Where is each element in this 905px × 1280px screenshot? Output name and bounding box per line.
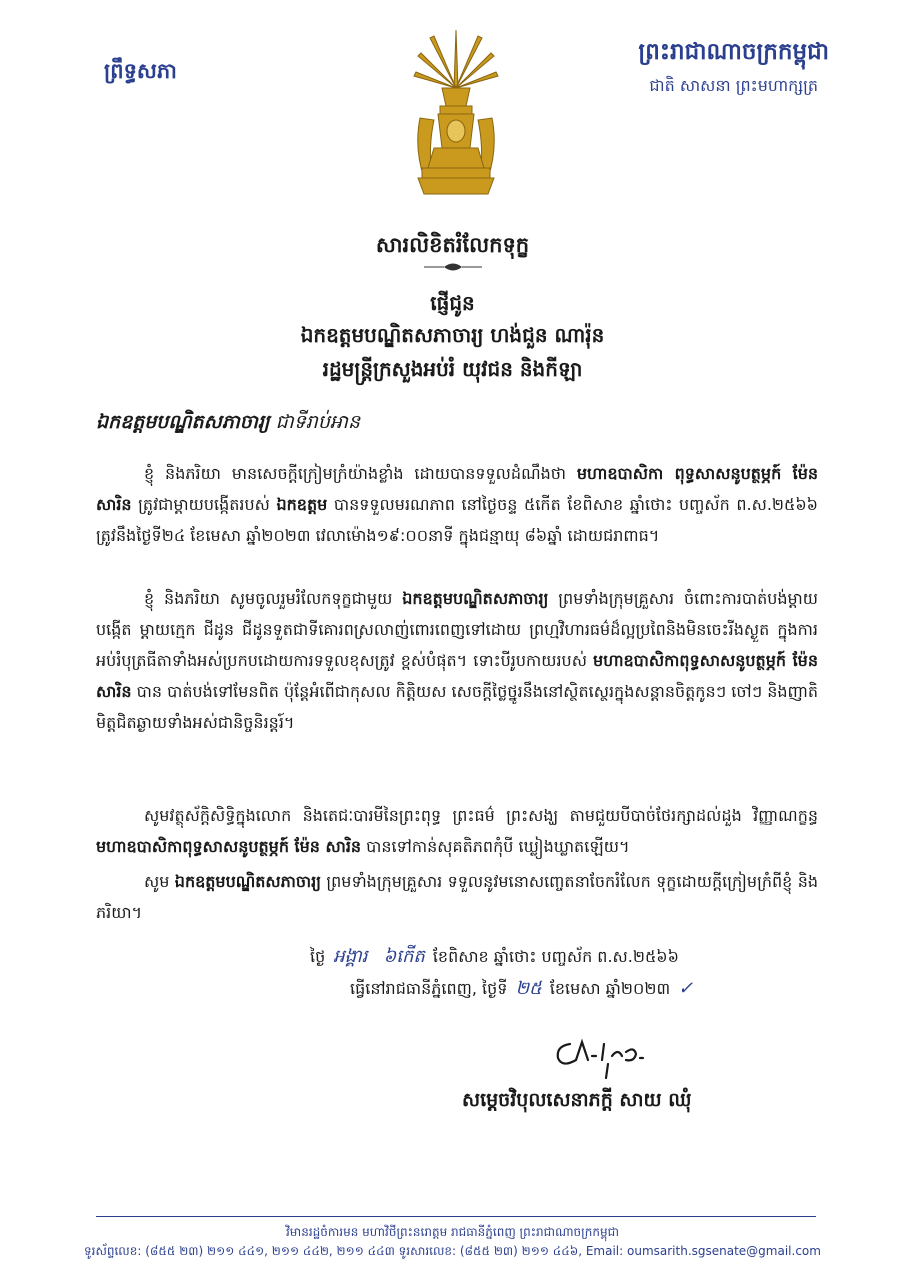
handwritten-signature — [548, 1030, 658, 1082]
p4-text-1: សូម — [144, 872, 175, 891]
salutation — [96, 410, 360, 438]
footer-address: វិមានរដ្ឋចំការមន មហាវិថីព្រះនរោត្តម រាជធានីភ្នំពេញ ព្រះរាជាណាចក្រកម្ពុជា — [285, 1225, 619, 1239]
royal-emblem-icon — [410, 28, 502, 198]
paragraph-1 — [96, 458, 818, 551]
lunar-date-line — [310, 944, 679, 971]
p1-text-1: ខ្ញុំ និងភរិយា មានសេចក្ដីក្រៀមក្រំយ៉ាងខ្លាំង ដោយបានទទួលដំណឹងថា — [144, 464, 577, 483]
p2-bold-1: ឯកឧត្ដមបណ្ឌិតសភាចារ្យ — [402, 589, 549, 608]
p3-text-2: បានទៅកាន់សុគតិភពកុំបី ឃ្លៀងឃ្លាតឡើយ។ — [361, 837, 630, 856]
date1-suffix: ខែពិសាខ ឆ្នាំថោះ បញ្ចស័ក ព.ស.២៥៦៦ — [432, 947, 679, 966]
date2-suffix: ខែមេសា ឆ្នាំ២០២៣ — [549, 979, 671, 998]
p2-text-3: បាន បាត់បង់ទៅមែនពិត ប៉ុន្តែអំពើជាកុសល កិត្តិយស សេចក្ដីថ្លៃថ្នូរនឹងនៅស្ថិតស្ថេរក្នុងសន្តានចិត្តកូនៗ ចៅៗ និងញាតិមិត្តជិតឆ្ងាយទាំងអស់ជានិច្ចនិរន្តរ៍។ — [96, 682, 818, 732]
paragraph-2 — [96, 583, 818, 738]
recipient-position: រដ្ឋមន្ត្រីក្រសួងអប់រំ យុវជន និងកីឡា — [322, 357, 583, 381]
p2-text-1: ខ្ញុំ និងភរិយា សូមចូលរួមរំលែកទុក្ខជាមួយ — [144, 589, 403, 608]
date1-prefix: ថ្ងៃ — [310, 947, 326, 966]
checkmark-icon: ✓ — [678, 978, 694, 999]
handwritten-lunar-day: ៦កើត — [383, 946, 425, 967]
handwritten-weekday: អង្គារ — [333, 946, 368, 967]
date2-prefix: ធ្វើនៅរាជធានីភ្នំពេញ, ថ្ងៃទី — [350, 979, 508, 998]
national-motto: ជាតិ សាសនា ព្រះមហាក្សត្រ — [649, 76, 818, 95]
place-date-line — [350, 976, 701, 1003]
p4-bold-1: ឯកឧត្ដមបណ្ឌិតសភាចារ្យ — [174, 872, 321, 891]
p3-text-1: សូមវត្ថុស័ក្ដិសិទ្ធិក្នុងលោក និងតេជៈបារមីនៃព្រះពុទ្ធ ព្រះធម៌ ព្រះសង្ឃ តាមជួយបីបាច់ថែរក្សាដល់ដួង វិញ្ញាណក្ខន្ធ — [144, 806, 818, 825]
paragraph-3 — [96, 800, 818, 862]
p3-bold-1: មហាឧបាសិកាពុទ្ធសាសនូបត្ថម្ភក៍ ម៉ែន សារិន — [96, 837, 362, 856]
senate-label: ព្រឹទ្ធសភា — [104, 59, 177, 83]
p1-bold-2: ឯកឧត្ដម — [276, 495, 328, 514]
p4-text-2: ព្រមទាំងក្រុមគ្រួសារ ទទួលនូវមនោសញ្ចេតនាចែករំលែក ទុក្ខដោយក្ដីក្រៀមក្រំពីខ្ញុំ និងភរិយា។ — [96, 872, 819, 922]
p1-text-3: បានទទួលមរណភាព នៅថ្ងៃចន្ទ ៥កើត ខែពិសាខ ឆ្នាំថោះ បញ្ចស័ក ព.ស.២៥៦៦ ត្រូវនឹងថ្ងៃទី២៤ ខែមេសា ឆ្នាំ២០២៣ វេលាម៉ោង១៩:០០នាទី ក្នុងជន្មាយុ ៨៦ឆ្នាំ ដោយជរាពាធ។ — [96, 495, 818, 545]
p1-text-2: ត្រូវជាម្ដាយបង្កើតរបស់ — [131, 495, 277, 514]
kingdom-heading — [638, 38, 829, 99]
salutation-name: ឯកឧត្ដមបណ្ឌិតសភាចារ្យ — [96, 411, 270, 433]
footer-contact: ទូរស័ព្ទលេខ: (៨៥៥ ២៣) ២១១ ៤៤១, ២១១ ៤៤២, ២១១ ៤៤៣ ទូរសារលេខ: (៨៥៥ ២៣) ២១១ ៤៤៦, Email: oumsarith.sgsenate@gmail.com — [84, 1244, 821, 1258]
to-label: ផ្ញើជូន — [430, 291, 475, 315]
ornament-divider-icon — [422, 262, 484, 272]
kingdom-name: ព្រះរាជាណាចក្រកម្ពុជា — [638, 39, 829, 65]
paragraph-4 — [96, 866, 818, 928]
signer-name: សម្ដេចវិបុលសេនាភក្ដី សាយ ឈុំ — [462, 1089, 692, 1111]
document-title: សារលិខិតរំលែកទុក្ខ — [375, 233, 530, 257]
p2-text-2: ព្រមទាំងក្រុមគ្រួសារ ចំពោះការបាត់បង់ម្ដាយបង្កើត ម្ដាយក្មេក ជីដូន ជីដូនទួតជាទីគោរពស្រលាញ់ពោរពេញទៅដោយ ព្រហ្មវិហារធម៌ដ៏ល្អប្រពៃនិងមិនចេះរីងស្ងួត ក្នុងការអប់រំបុត្រធីតាទាំងអស់ប្រកបដោយការទទួលខុសត្រូវ ខ្ពស់បំផុត។ ទោះបីរូបកាយរបស់ — [96, 589, 819, 670]
p2-bold-2: មហាឧបាសិកាពុទ្ធសាសនូបត្ថម្ភក៍ ម៉ែន សារិន — [96, 651, 818, 701]
footer-divider — [96, 1216, 816, 1217]
recipient-name: ឯកឧត្ដមបណ្ឌិតសភាចារ្យ ហង់ជួន ណារ៉ុន — [300, 323, 605, 347]
salutation-tail: ជាទីរាប់អាន — [275, 411, 361, 433]
p1-bold-1: មហាឧបាសិកា ពុទ្ធសាសនូបត្ថម្ភក៍ ម៉ែន សារិន — [96, 464, 819, 514]
handwritten-day: ២៥ — [515, 978, 542, 999]
